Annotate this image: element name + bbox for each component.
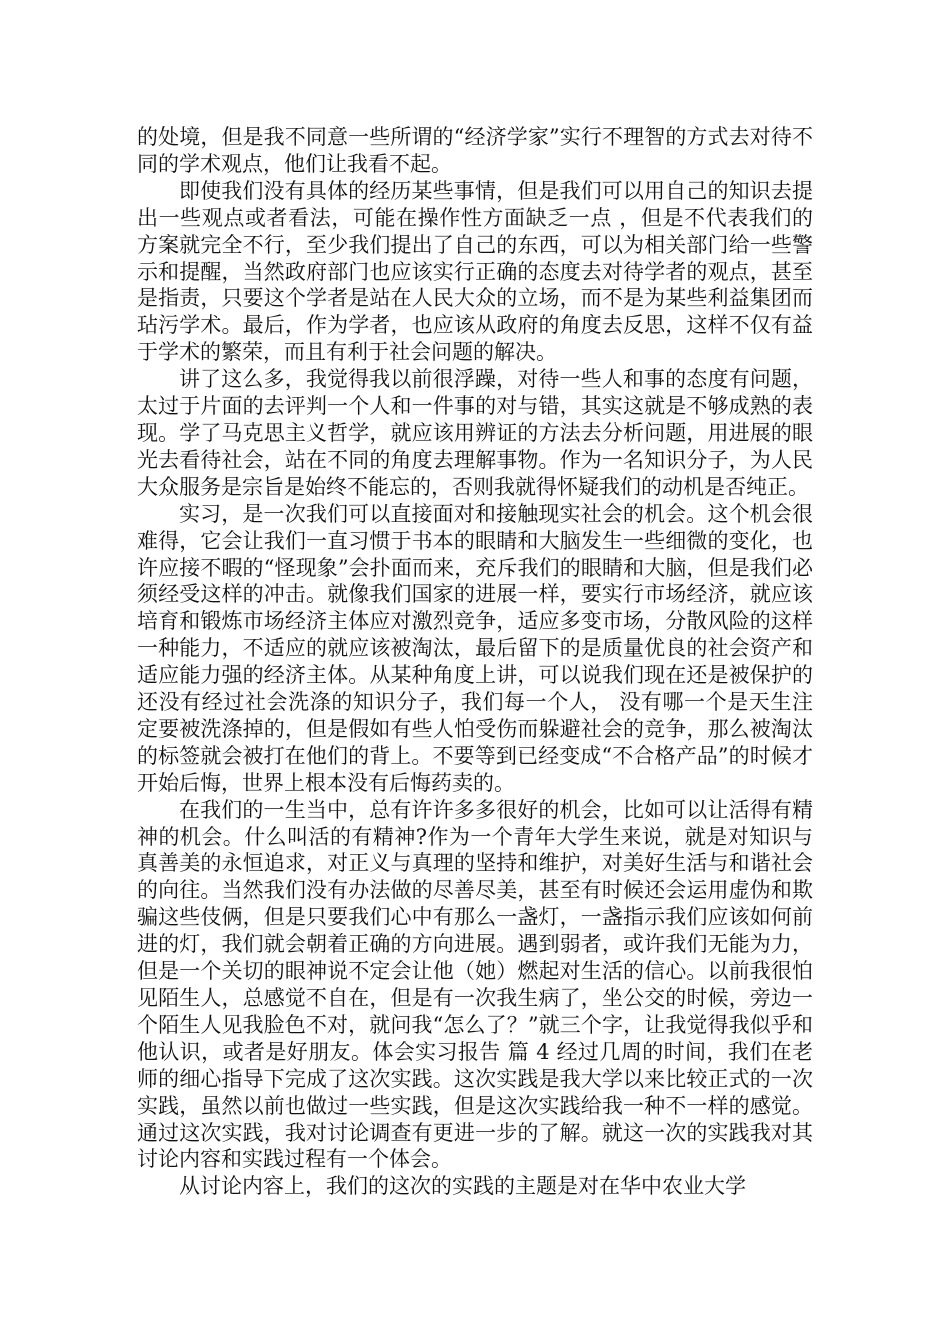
paragraph-3: 讲了这么多，我觉得我以前很浮躁，对待一些人和事的态度有问题，太过于片面的去评判一个人和一件事的对与错，其实这就是不够成熟的表现。学了马克思主义哲学，就应该用辨证的方法去分析问题，用进展的眼光去看待社会，站在不同的角度去理解事物。作为一名知识分子，为人民大众服务是宗旨是始终不能忘的，否则我就得怀疑我们的动机是否纯正。 — [137, 367, 813, 499]
paragraph-1: 的处境，但是我不同意一些所谓的“经济学家”实行不理智的方式去对待不同的学术观点，他们让我看不起。 — [137, 125, 813, 176]
paragraph-5: 在我们的一生当中，总有许许多多很好的机会，比如可以让活得有精神的机会。什么叫活的有精神?作为一个青年大学生来说，就是对知识与真善美的永恒追求，对正义与真理的坚持和维护，对美好生活与和谐社会的向往。当然我们没有办法做的尽善尽美，甚至有时候还会运用虚伪和欺骗这些伎俩，但是只要我们心中有那么一盏灯，一盏指示我们应该如何前进的灯，我们就会朝着正确的方向进展。遇到弱者，或许我们无能为力，但是一个关切的眼神说不定会让他（她）燃起对生活的信心。以前我很怕见陌生人，总感觉不自在，但是有一次我生病了，坐公交的时候，旁边一个陌生人见我脸色不对，就问我“怎么了？”就三个字，让我觉得我似乎和他认识，或者是好朋友。体会实习报告 篇 4 经过几周的时间，我们在老师的细心指导下完成了这次实践。这次实践是我大学以来比较正式的一次实践，虽然以前也做过一些实践，但是这次实践给我一种不一样的感觉。通过这次实践，我对讨论调查有更进一步的了解。就这一次的实践我对其讨论内容和实践过程有一个体会。 — [137, 797, 813, 1172]
paragraph-2: 即使我们没有具体的经历某些事情，但是我们可以用自己的知识去提出一些观点或者看法，可能在操作性方面缺乏一点 ，但是不代表我们的方案就完全不行，至少我们提出了自己的东西，可以为相关部门给一些警示和提醒，当然政府部门也应该实行正确的态度去对待学者的观点，甚至是指责，只要这个学者是站在人民大众的立场，而不是为某些利益集团而玷污学术。最后，作为学者，也应该从政府的角度去反思，这样不仅有益于学术的繁荣，而且有利于社会问题的解决。 — [137, 178, 813, 365]
document-body — [137, 124, 813, 1200]
paragraph-6: 从讨论内容上，我们的这次的实践的主题是对在华中农业大学 — [179, 1174, 746, 1199]
paragraph-4: 实习，是一次我们可以直接面对和接触现实社会的机会。这个机会很难得，它会让我们一直习惯于书本的眼睛和大脑发生一些细微的变化，也许应接不暇的“怪现象”会扑面而来，充斥我们的眼睛和大脑，但是我们必须经受这样的冲击。就像我们国家的进展一样，要实行市场经济，就应该培育和锻炼市场经济主体应对激烈竞争，适应多变市场，分散风险的这样一种能力，不适应的就应该被淘汰，最后留下的是质量优良的社会资产和适应能力强的经济主体。从某种角度上讲，可以说我们现在还是被保护的还没有经过社会洗涤的知识分子，我们每一个人， 没有哪一个是天生注定要被洗涤掉的，但是假如有些人怕受伤而躲避社会的竞争，那么被淘汰的标签就会被打在他们的背上。不要等到已经变成“不合格产品”的时候才开始后悔，世界上根本没有后悔药卖的。 — [137, 501, 813, 795]
